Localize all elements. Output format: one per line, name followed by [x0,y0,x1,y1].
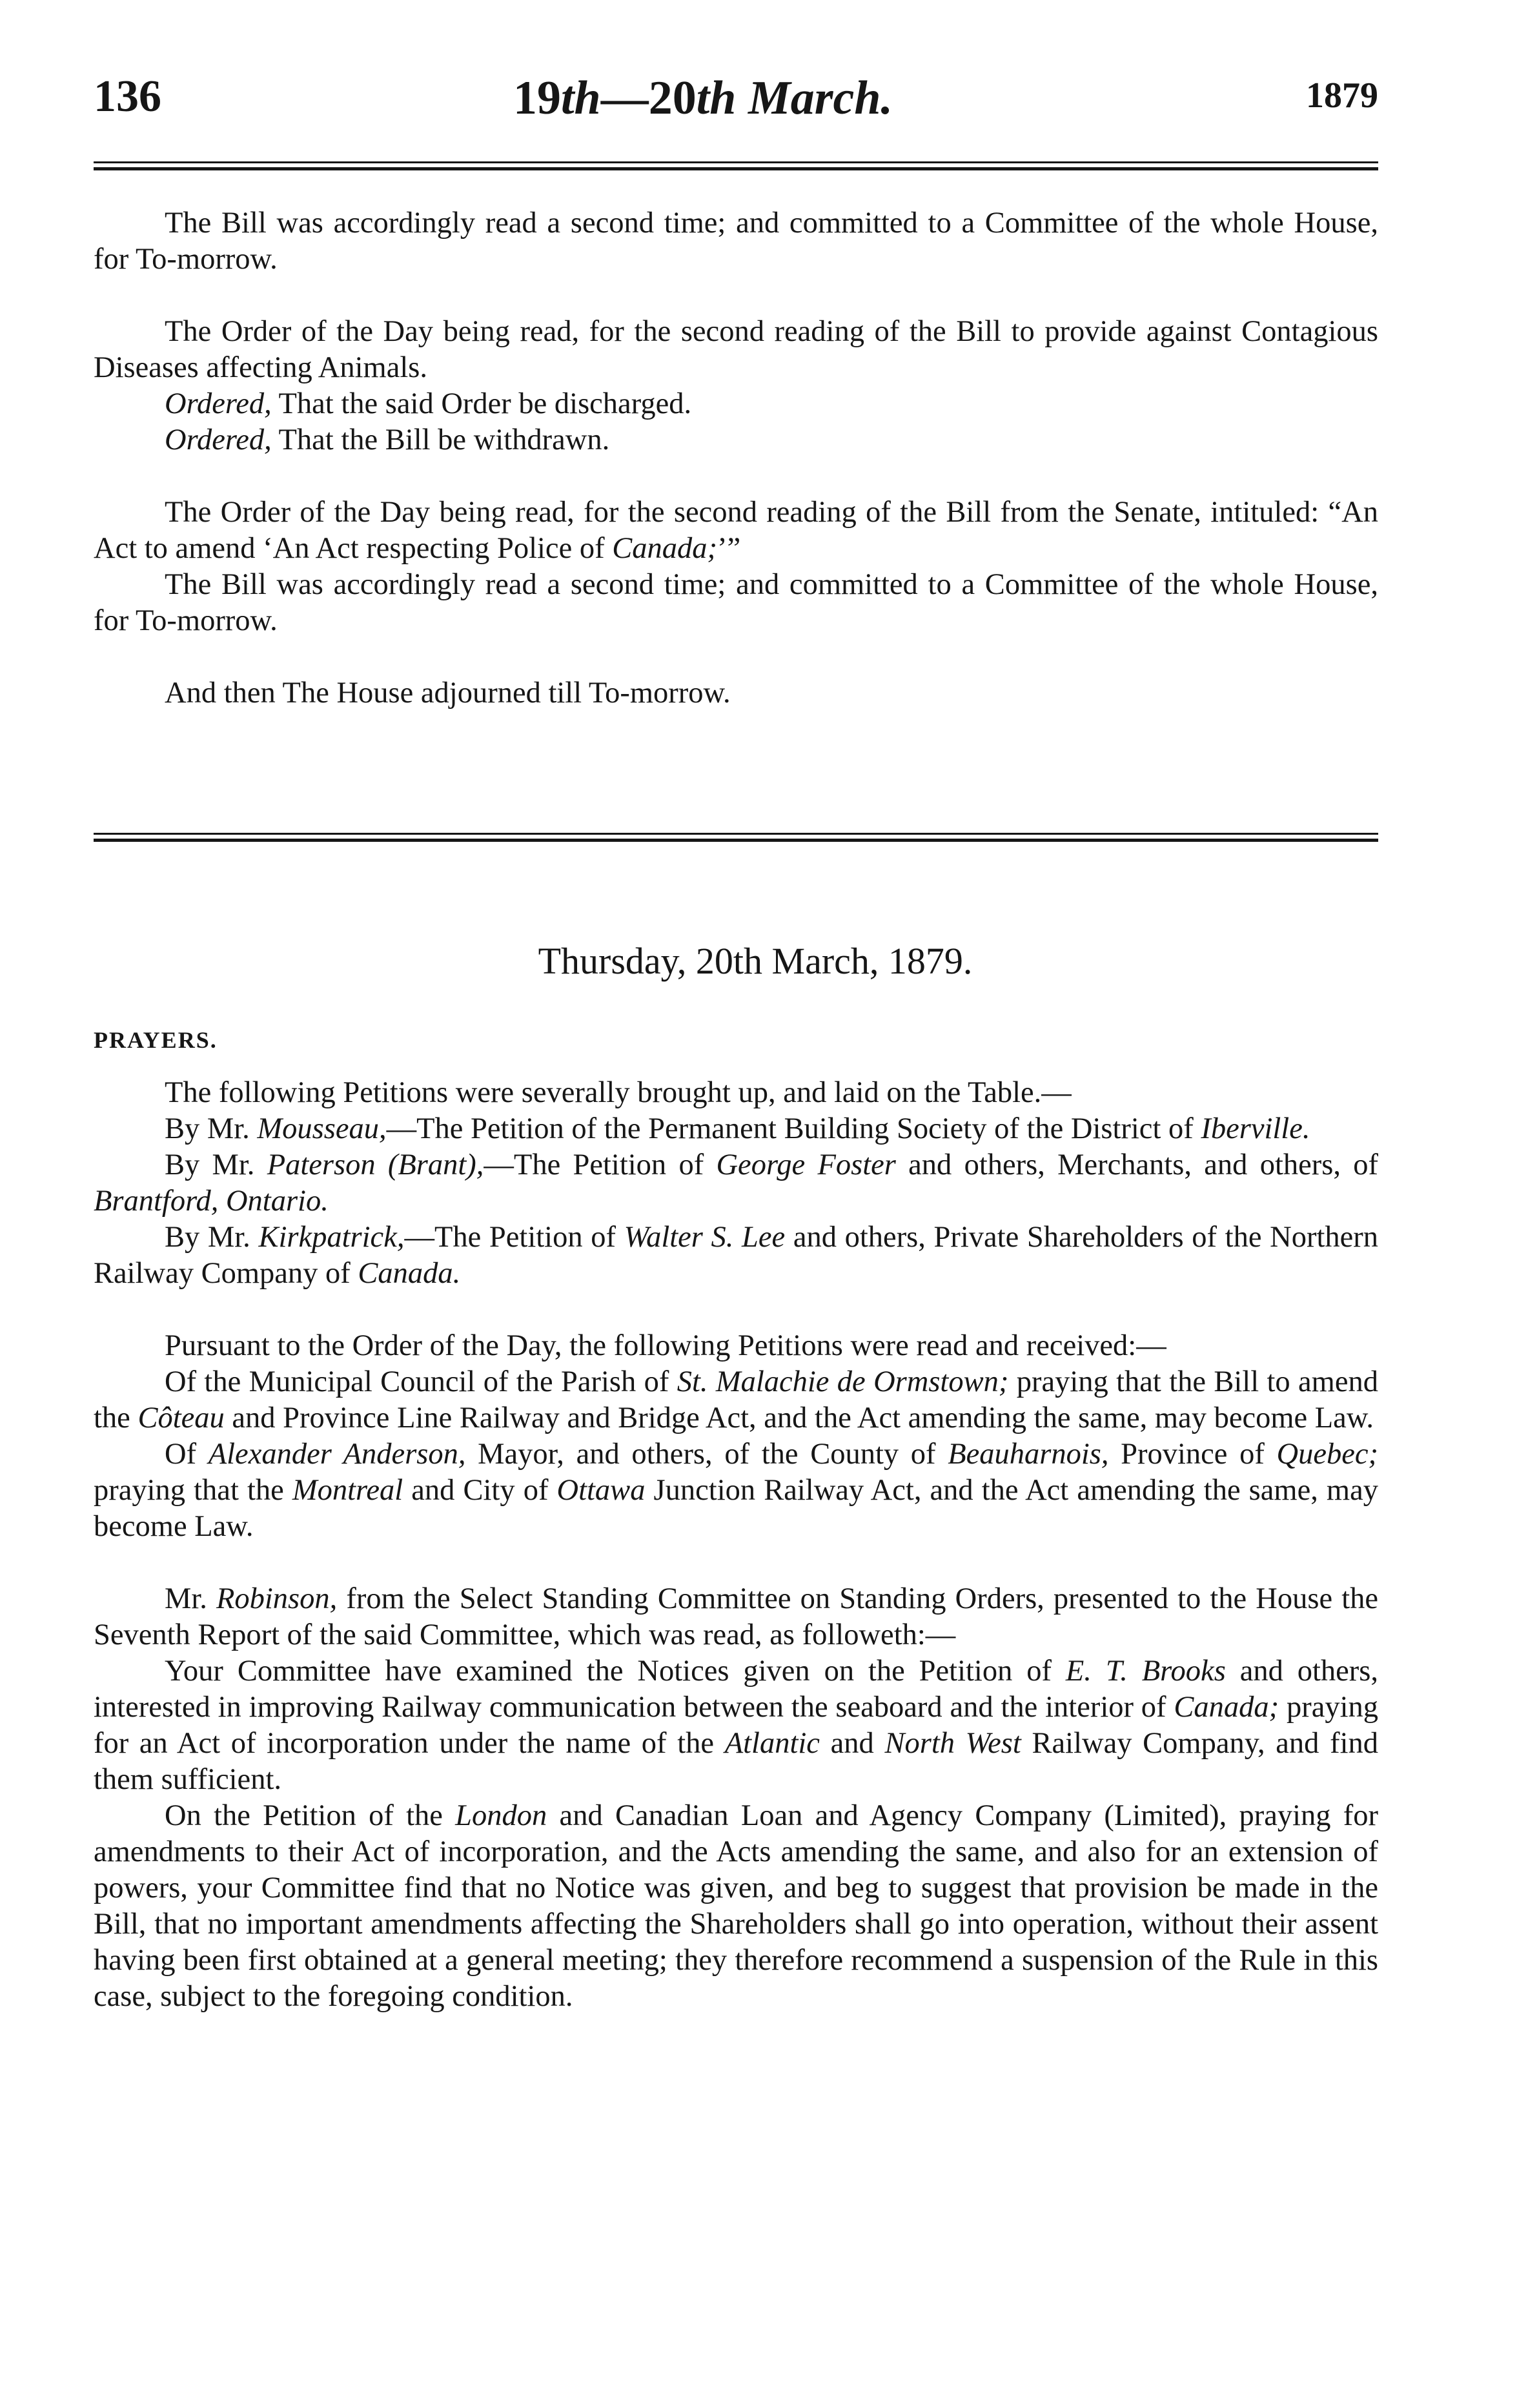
petition-read [94,1364,1378,1436]
section-20th-march [94,1075,1378,2015]
text-run: praying that the [94,1474,292,1507]
italic-text: Ordered, [165,387,272,420]
place-name: Côteau [137,1402,225,1434]
italic-text: Ordered, [165,423,272,456]
member-name: Kirkpatrick, [258,1221,405,1254]
title-suffix2: th [696,72,737,125]
text-run: ’” [717,532,741,565]
section-rule [94,833,1378,842]
text-run: and others, interested in improving Railway communication between the seaboard and the interior of [94,1655,1379,1724]
running-year: 1879 [1306,76,1378,116]
text-run: Junction Railway Act, and the Act amending the same, may become Law. [94,1474,1378,1543]
place-name: Beauharnois, [948,1438,1109,1471]
date-heading: Thursday, 20th March, 1879. [538,940,973,982]
paragraph: The following Petitions were severally brought up, and laid on the Table.— [165,1076,1072,1109]
text-run: Of [165,1438,209,1471]
place-name: Iberville. [1201,1112,1310,1145]
paragraph [94,422,1378,458]
running-title [513,71,893,126]
person-name: George Foster [716,1148,896,1181]
paragraph [94,495,1378,567]
petition-entry [94,1219,1378,1292]
place-name: Quebec; [1276,1438,1378,1471]
place-name: St. Malachie de Ormstown; [677,1365,1009,1398]
paragraph: Pursuant to the Order of the Day, the following Petitions were read and received:— [165,1329,1166,1362]
person-name: E. T. Brooks [1065,1655,1226,1688]
petition-entry [94,1147,1378,1219]
person-name: Walter S. Lee [624,1221,786,1254]
place-name: Montreal [292,1474,403,1507]
paragraph: The Bill was accordingly read a second time; and committed to a Committee of the whole House, for To-morrow. [94,207,1378,276]
text-run: praying that the Bill to amend the [94,1365,1378,1434]
text-run: —The Petition of the Permanent Building Society of the District of [386,1112,1201,1145]
text-run: Mr. [165,1582,216,1615]
title-day2: —20 [600,72,697,125]
member-name: Robinson, [216,1582,338,1615]
text-run: and others, Merchants, and others, of [895,1148,1378,1181]
petition-read [94,1436,1378,1545]
report-intro [94,1581,1378,1653]
text-run: The Order of the Day being read, for the second reading of the Bill from the Senate, intituled: “An Act to amend ‘An Act respecting Police of [94,496,1378,565]
place-name: Brantford, Ontario. [94,1185,329,1218]
place-name: North West [884,1727,1021,1760]
text-run: By Mr. [165,1112,258,1145]
text-run: —The Petition of [404,1221,624,1254]
paragraph: The Bill was accordingly read a second time; and committed to a Committee of the whole House, for To-morrow. [94,568,1378,637]
italic-text: Canada; [612,532,717,565]
paragraph: And then The House adjourned till To-morrow. [165,677,731,709]
text-run: Your Committee have examined the Notices given on the Petition of [165,1655,1066,1688]
member-name: Mousseau, [257,1112,387,1145]
petition-entry [94,1111,1378,1147]
section-19th-march [94,205,1378,711]
title-month: March. [736,72,893,125]
report-paragraph [94,1798,1378,2015]
paragraph: The Order of the Day being read, for the second reading of the Bill to provide against Contagious Diseases affecting Animals. [94,315,1378,384]
paragraph [94,386,1378,422]
person-name: Alexander Anderson, [208,1438,466,1471]
header-rule [94,161,1378,170]
title-suffix1: th [561,72,601,125]
text-run: Railway Company, and find them sufficient. [94,1727,1378,1796]
text-run: On the Petition of the [165,1799,456,1832]
place-name: Ottawa [556,1474,646,1507]
place-name: London [455,1799,547,1832]
page-header [94,71,1378,142]
text-run: By Mr. [165,1221,259,1254]
text-run: By Mr. [165,1148,267,1181]
text-run: and [819,1727,885,1760]
place-name: Canada; [1174,1691,1279,1724]
title-day1: 19 [513,72,561,125]
text-run: That the said Order be discharged. [271,387,692,420]
report-paragraph [94,1653,1378,1798]
page-number: 136 [94,72,161,121]
text-run: and Province Line Railway and Bridge Act, and the Act amending the same, may become Law. [224,1402,1374,1434]
text-run: Of the Municipal Council of the Parish of [165,1365,677,1398]
text-run: and others, Private Shareholders of the Northern Railway Company of [94,1221,1378,1290]
text-run: from the Select Standing Committee on Standing Orders, presented to the House the Seventh Report of the said Committee, which was read, as followeth:— [94,1582,1378,1651]
text-run: praying for an Act of incorporation under the name of the [94,1691,1378,1760]
text-run: That the Bill be withdrawn. [271,423,610,456]
place-name: Atlantic [724,1727,820,1760]
text-run: Province of [1108,1438,1277,1471]
place-name: Canada. [358,1257,461,1290]
text-run: Mayor, and others, of the County of [465,1438,948,1471]
text-run: and Canadian Loan and Agency Company (Limited), praying for amendments to their Act of incorporation, and the Acts amending the same, and also for an extension of powers, your Committee find that no Notice was given, and beg to suggest that provision be made in the Bill, that no important amendments affecting the Shareholders shall go into operation, without their assent having been first obtained at a general meeting; they therefore recommend a suspension of the Rule in this case, subject to the foregoing condition. [94,1799,1379,2013]
member-name: Paterson (Brant), [267,1148,484,1181]
text-run: and City of [403,1474,557,1507]
prayers-heading: PRAYERS. [94,1027,218,1053]
text-run: —The Petition of [484,1148,717,1181]
